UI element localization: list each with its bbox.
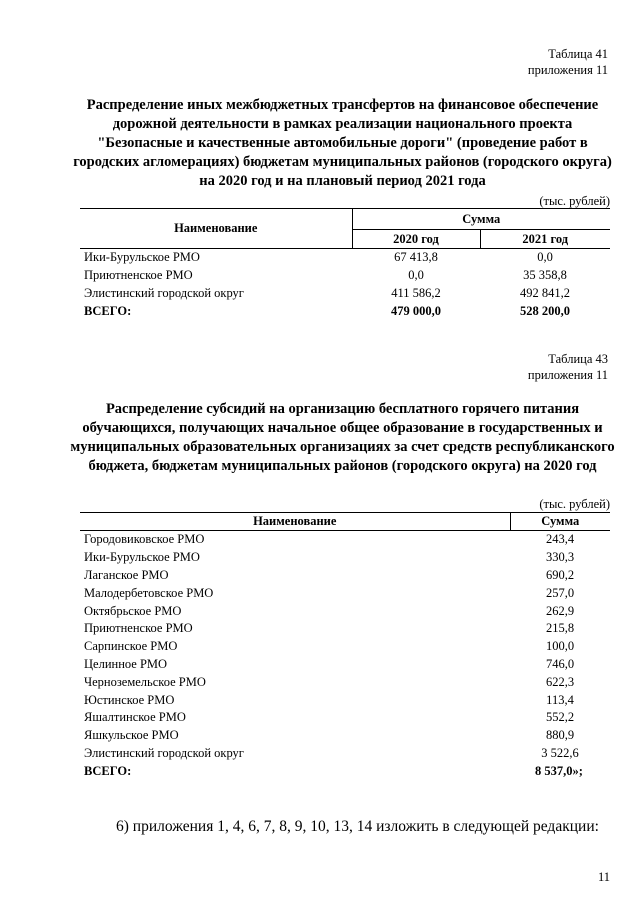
table43-caption-appendix: приложения 11 — [527, 368, 608, 382]
row-sum: 257,0 — [545, 585, 575, 600]
row-sum: 746,0 — [545, 656, 575, 671]
table41 — [80, 208, 610, 320]
row-name: Приютненское РМО — [84, 621, 193, 636]
table41-header-2021: 2021 год — [480, 230, 610, 249]
table43-header-name: Наименование — [80, 513, 510, 531]
total-2020: 479 000,0 — [391, 303, 441, 318]
row-sum: 552,2 — [545, 710, 575, 725]
row-2021: 35 358,8 — [523, 268, 567, 283]
row-2020: 67 413,8 — [394, 250, 438, 265]
row-name: Яшкульское РМО — [84, 728, 179, 743]
row-name: Ики-Бурульское РМО — [84, 550, 200, 565]
row-2020: 411 586,2 — [391, 285, 441, 300]
row-name: Малодербетовское РМО — [84, 585, 214, 600]
table-row — [80, 549, 610, 567]
total-2021: 528 200,0 — [520, 303, 570, 318]
table43-caption — [528, 351, 608, 383]
table-row — [80, 656, 610, 674]
row-sum: 622,3 — [545, 674, 575, 689]
table41-caption-appendix: приложения 11 — [527, 63, 608, 77]
table41-header-2020: 2020 год — [352, 230, 480, 249]
table-row — [80, 691, 610, 709]
amendment-paragraph: 6) приложения 1, 4, 6, 7, 8, 9, 10, 13, 14 изложить в следующей редакции: — [116, 818, 599, 835]
table41-header-sum: Сумма — [352, 209, 610, 230]
row-sum: 113,4 — [546, 692, 574, 707]
row-name: Лаганское РМО — [84, 567, 169, 582]
table-row — [80, 709, 610, 727]
total-label: ВСЕГО: — [84, 303, 132, 318]
table41-caption-number: Таблица 41 — [548, 47, 608, 61]
row-name: Черноземельское РМО — [84, 674, 206, 689]
row-name: Элистинский городской округ — [84, 745, 244, 760]
row-2021: 0,0 — [537, 250, 553, 265]
table-row — [80, 584, 610, 602]
row-sum: 262,9 — [545, 603, 575, 618]
row-name: Октябрьское РМО — [84, 603, 182, 618]
total-sum: 8 537,0»; — [535, 763, 583, 778]
table43-total-row — [80, 762, 610, 780]
row-name: Целинное РМО — [84, 656, 168, 671]
row-sum: 690,2 — [545, 567, 575, 582]
table43-units: (тыс. рублей) — [539, 497, 610, 511]
row-2021: 492 841,2 — [520, 285, 570, 300]
row-2020: 0,0 — [408, 268, 424, 283]
row-sum: 243,4 — [545, 532, 575, 547]
row-name: Юстинское РМО — [84, 692, 175, 707]
table-row — [80, 727, 610, 745]
row-name: Элистинский городской округ — [84, 285, 244, 300]
table41-caption — [528, 46, 608, 78]
table-row — [80, 267, 610, 285]
table43-header-sum: Сумма — [510, 513, 610, 531]
table-row — [80, 567, 610, 585]
table41-total-row — [80, 302, 610, 320]
row-sum: 100,0 — [545, 639, 575, 654]
table41-title: Распределение иных межбюджетных трансфертов на финансовое обеспечение дорожной деятельности в рамках реализации национального проекта "Безопасные и качественные автомобильные дороги" (проведение работ в городских агломерациях) бюджетам муниципальных районов (городского округа) на 2020 год и на плановый период 2021 года — [73, 97, 612, 189]
table-row — [80, 531, 610, 549]
table41-header-name: Наименование — [80, 209, 352, 249]
table43-caption-number: Таблица 43 — [548, 352, 608, 366]
row-name: Приютненское РМО — [84, 268, 193, 283]
table43-title: Распределение субсидий на организацию бесплатного горячего питания обучающихся, получающих начальное общее образование в государственных и муниципальных образовательных организациях за счет средств республиканского бюджета, бюджетам муниципальных районов (городского округа) на 2020 год — [70, 401, 615, 474]
table-row — [80, 285, 610, 303]
total-label: ВСЕГО: — [84, 763, 132, 778]
table41-units: (тыс. рублей) — [539, 194, 610, 208]
table43 — [80, 512, 610, 780]
row-sum: 3 522,6 — [541, 745, 579, 760]
row-name: Городовиковское РМО — [84, 532, 205, 547]
table-row — [80, 745, 610, 763]
table-row — [80, 249, 610, 267]
page-number: 11 — [597, 870, 610, 884]
table-row — [80, 620, 610, 638]
row-sum: 330,3 — [545, 550, 575, 565]
row-name: Яшалтинское РМО — [84, 710, 186, 725]
row-name: Ики-Бурульское РМО — [84, 250, 200, 265]
row-name: Сарпинское РМО — [84, 639, 178, 654]
row-sum: 215,8 — [545, 621, 575, 636]
table-row — [80, 602, 610, 620]
row-sum: 880,9 — [545, 728, 575, 743]
table-row — [80, 638, 610, 656]
table-row — [80, 673, 610, 691]
